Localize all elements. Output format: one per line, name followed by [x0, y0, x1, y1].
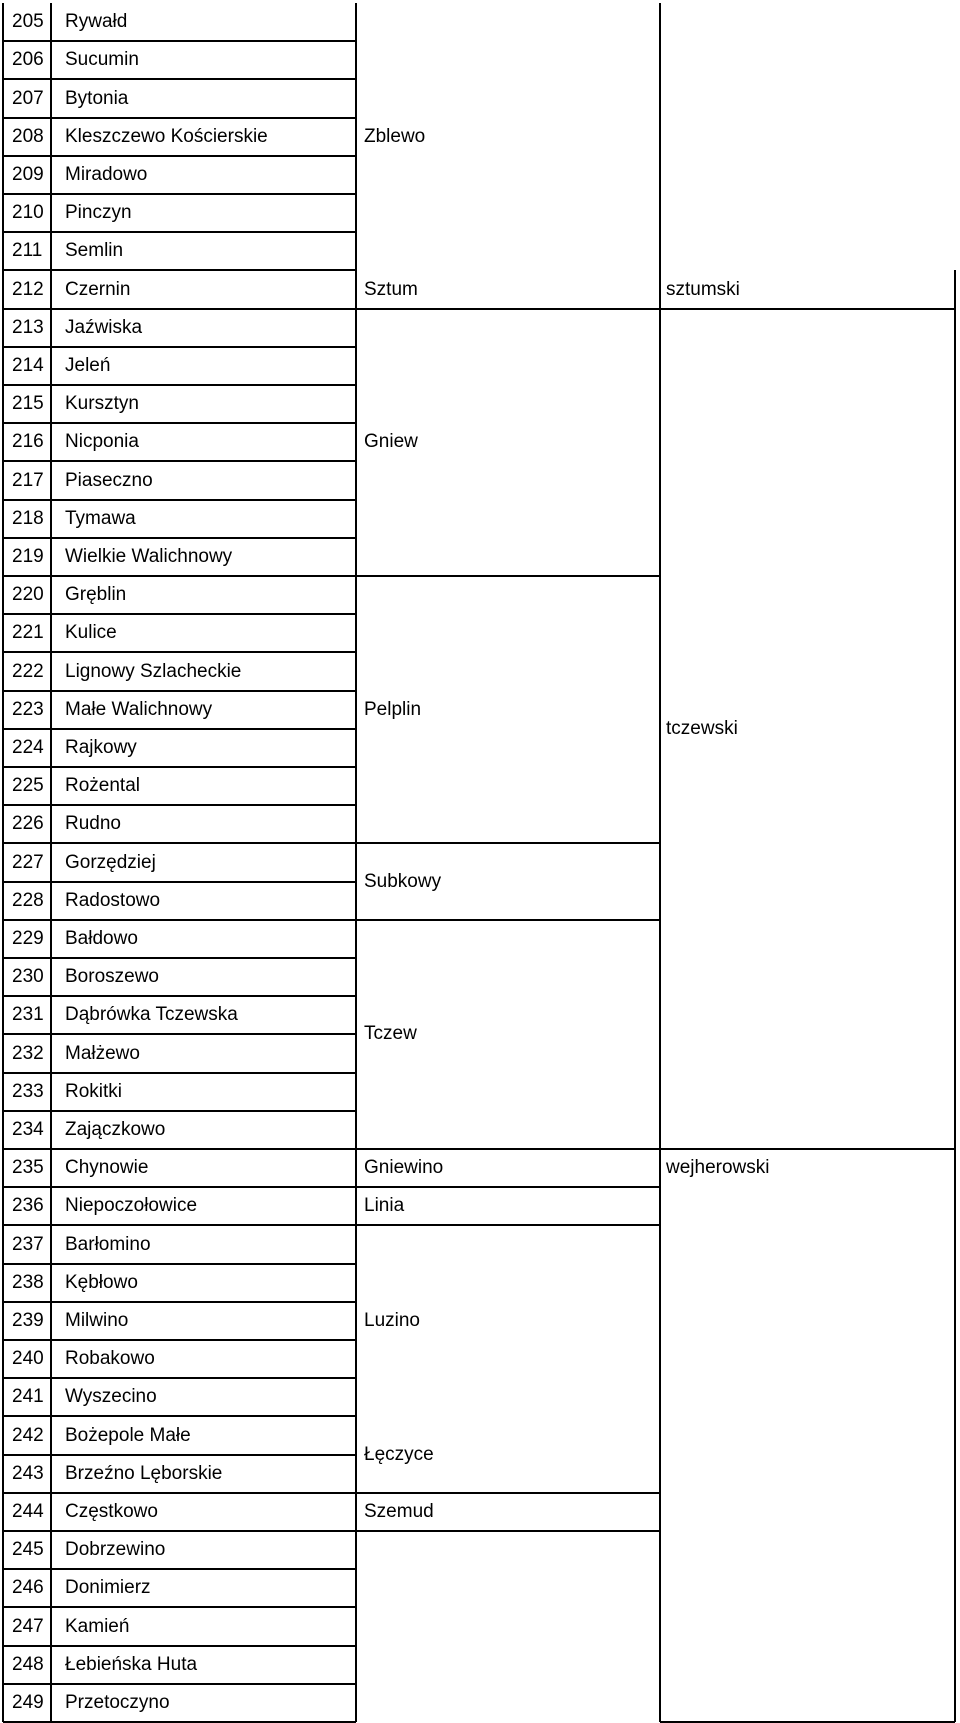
- row-number: 246: [12, 1577, 44, 1599]
- row-number: 227: [12, 851, 44, 873]
- grid-line: [3, 919, 356, 921]
- row-number: 249: [12, 1691, 44, 1713]
- grid-line: [3, 1454, 356, 1456]
- grid-line: [50, 3, 52, 1722]
- grid-line: [3, 613, 356, 615]
- commune-name: Łęczyce: [364, 1443, 434, 1465]
- village-name: Przetoczyno: [65, 1691, 170, 1713]
- grid-line: [3, 1148, 356, 1150]
- row-number: 206: [12, 49, 44, 71]
- row-number: 239: [12, 1309, 44, 1331]
- village-name: Bałdowo: [65, 927, 138, 949]
- row-number: 210: [12, 202, 44, 224]
- row-number: 207: [12, 87, 44, 109]
- grid-line: [3, 117, 356, 119]
- village-name: Częstkowo: [65, 1500, 158, 1522]
- grid-line: [659, 3, 661, 1722]
- village-name: Rajkowy: [65, 736, 137, 758]
- village-name: Milwino: [65, 1309, 129, 1331]
- village-name: Nicponia: [65, 431, 139, 453]
- row-number: 214: [12, 354, 44, 376]
- row-number: 226: [12, 813, 44, 835]
- village-name: Miradowo: [65, 163, 148, 185]
- village-name: Tymawa: [65, 507, 136, 529]
- village-name: Robakowo: [65, 1348, 155, 1370]
- row-number: 205: [12, 11, 44, 33]
- commune-name: Zblewo: [364, 125, 426, 147]
- village-name: Małżewo: [65, 1042, 140, 1064]
- grid-line: [3, 1645, 356, 1647]
- grid-line: [3, 155, 356, 157]
- village-name: Jeleń: [65, 354, 111, 376]
- grid-line: [3, 308, 356, 310]
- grid-line: [3, 346, 356, 348]
- grid-line: [3, 1683, 356, 1685]
- grid-line: [3, 881, 356, 883]
- county-name: tczewski: [666, 717, 738, 739]
- village-name: Lignowy Szlacheckie: [65, 660, 242, 682]
- village-name: Kleszczewo Kościerskie: [65, 125, 268, 147]
- village-name: Barłomino: [65, 1233, 151, 1255]
- commune-name: Sztum: [364, 278, 418, 300]
- grid-line: [3, 422, 356, 424]
- grid-line: [3, 575, 356, 577]
- grid-line: [660, 1148, 955, 1150]
- row-number: 234: [12, 1118, 44, 1140]
- grid-line: [3, 1492, 356, 1494]
- grid-line: [3, 995, 356, 997]
- row-number: 245: [12, 1539, 44, 1561]
- commune-name: Gniew: [364, 431, 418, 453]
- grid-line: [3, 1415, 356, 1417]
- grid-line: [3, 804, 356, 806]
- grid-line: [3, 78, 356, 80]
- row-number: 238: [12, 1271, 44, 1293]
- village-name: Donimierz: [65, 1577, 151, 1599]
- grid-line: [3, 1186, 356, 1188]
- grid-line: [356, 308, 660, 310]
- grid-line: [355, 3, 357, 1722]
- grid-line: [3, 690, 356, 692]
- village-name: Boroszewo: [65, 966, 159, 988]
- village-name: Piaseczno: [65, 469, 153, 491]
- row-number: 233: [12, 1080, 44, 1102]
- row-number: 216: [12, 431, 44, 453]
- grid-line: [3, 728, 356, 730]
- grid-line: [954, 270, 956, 1722]
- village-name: Jaźwiska: [65, 316, 143, 338]
- row-number: 222: [12, 660, 44, 682]
- grid-line: [356, 575, 660, 577]
- village-name: Niepoczołowice: [65, 1195, 198, 1217]
- commune-name: Linia: [364, 1195, 405, 1217]
- grid-line: [3, 384, 356, 386]
- grid-line: [3, 193, 356, 195]
- village-name: Brzeźno Lęborskie: [65, 1462, 223, 1484]
- row-number: 225: [12, 775, 44, 797]
- commune-name: Pelplin: [364, 698, 422, 720]
- village-name: Kursztyn: [65, 393, 139, 415]
- grid-line: [3, 1072, 356, 1074]
- row-number: 218: [12, 507, 44, 529]
- village-name: Wyszecino: [65, 1386, 157, 1408]
- village-name: Gorzędziej: [65, 851, 156, 873]
- grid-line: [356, 919, 660, 921]
- row-number: 237: [12, 1233, 44, 1255]
- grid-line: [3, 651, 356, 653]
- grid-line: [3, 1033, 356, 1035]
- county-name: sztumski: [666, 278, 740, 300]
- row-number: 235: [12, 1157, 44, 1179]
- village-name: Czernin: [65, 278, 131, 300]
- grid-line: [3, 40, 356, 42]
- row-number: 221: [12, 622, 44, 644]
- grid-line: [3, 766, 356, 768]
- row-number: 224: [12, 736, 44, 758]
- village-name: Łebieńska Huta: [65, 1653, 198, 1675]
- row-number: 228: [12, 889, 44, 911]
- grid-line: [2, 3, 4, 1722]
- row-number: 209: [12, 163, 44, 185]
- grid-line: [3, 1568, 356, 1570]
- grid-line: [3, 1530, 356, 1532]
- commune-name: Szemud: [364, 1500, 434, 1522]
- grid-line: [3, 1606, 356, 1608]
- village-name: Pinczyn: [65, 202, 132, 224]
- village-name: Gręblin: [65, 584, 127, 606]
- row-number: 215: [12, 393, 44, 415]
- row-number: 247: [12, 1615, 44, 1637]
- commune-name: Subkowy: [364, 870, 442, 892]
- grid-line: [3, 1339, 356, 1341]
- village-name: Kamień: [65, 1615, 130, 1637]
- grid-line: [356, 1530, 660, 1532]
- village-name: Rywałd: [65, 11, 128, 33]
- grid-line: [356, 842, 660, 844]
- row-number: 244: [12, 1500, 44, 1522]
- grid-line: [356, 1492, 660, 1494]
- commune-name: Gniewino: [364, 1157, 444, 1179]
- row-number: 236: [12, 1195, 44, 1217]
- grid-line: [3, 269, 356, 271]
- row-number: 219: [12, 545, 44, 567]
- grid-line: [3, 957, 356, 959]
- row-number: 231: [12, 1004, 44, 1026]
- row-number: 241: [12, 1386, 44, 1408]
- village-name: Rokitki: [65, 1080, 123, 1102]
- grid-line: [3, 537, 356, 539]
- grid-line: [356, 1224, 660, 1226]
- village-name: Sucumin: [65, 49, 139, 71]
- county-name: wejherowski: [666, 1157, 770, 1179]
- row-number: 232: [12, 1042, 44, 1064]
- village-name: Semlin: [65, 240, 124, 262]
- row-number: 208: [12, 125, 44, 147]
- row-number: 213: [12, 316, 44, 338]
- village-name: Dobrzewino: [65, 1539, 166, 1561]
- row-number: 248: [12, 1653, 44, 1675]
- grid-line: [3, 842, 356, 844]
- grid-line: [660, 308, 955, 310]
- village-name: Rożental: [65, 775, 140, 797]
- village-name: Zajączkowo: [65, 1118, 166, 1140]
- grid-line: [3, 1224, 356, 1226]
- row-number: 217: [12, 469, 44, 491]
- row-number: 240: [12, 1348, 44, 1370]
- village-name: Bożepole Małe: [65, 1424, 191, 1446]
- grid-line: [356, 1186, 660, 1188]
- grid-line: [3, 1301, 356, 1303]
- village-name: Radostowo: [65, 889, 161, 911]
- village-name: Dąbrówka Tczewska: [65, 1004, 238, 1026]
- commune-name: Tczew: [364, 1023, 417, 1045]
- grid-line: [3, 231, 356, 233]
- grid-line: [3, 460, 356, 462]
- row-number: 212: [12, 278, 44, 300]
- row-number: 242: [12, 1424, 44, 1446]
- village-name: Kulice: [65, 622, 117, 644]
- village-name: Rudno: [65, 813, 121, 835]
- row-number: 229: [12, 927, 44, 949]
- village-name: Wielkie Walichnowy: [65, 545, 233, 567]
- row-number: 230: [12, 966, 44, 988]
- grid-line: [3, 1263, 356, 1265]
- row-number: 223: [12, 698, 44, 720]
- row-number: 243: [12, 1462, 44, 1484]
- grid-line: [356, 1148, 660, 1150]
- grid-line: [3, 1377, 356, 1379]
- row-number: 220: [12, 584, 44, 606]
- village-name: Bytonia: [65, 87, 129, 109]
- grid-line: [3, 499, 356, 501]
- grid-line: [3, 1110, 356, 1112]
- row-number: 211: [12, 240, 43, 262]
- commune-name: Luzino: [364, 1309, 420, 1331]
- village-name: Małe Walichnowy: [65, 698, 213, 720]
- village-name: Kębłowo: [65, 1271, 138, 1293]
- village-name: Chynowie: [65, 1157, 149, 1179]
